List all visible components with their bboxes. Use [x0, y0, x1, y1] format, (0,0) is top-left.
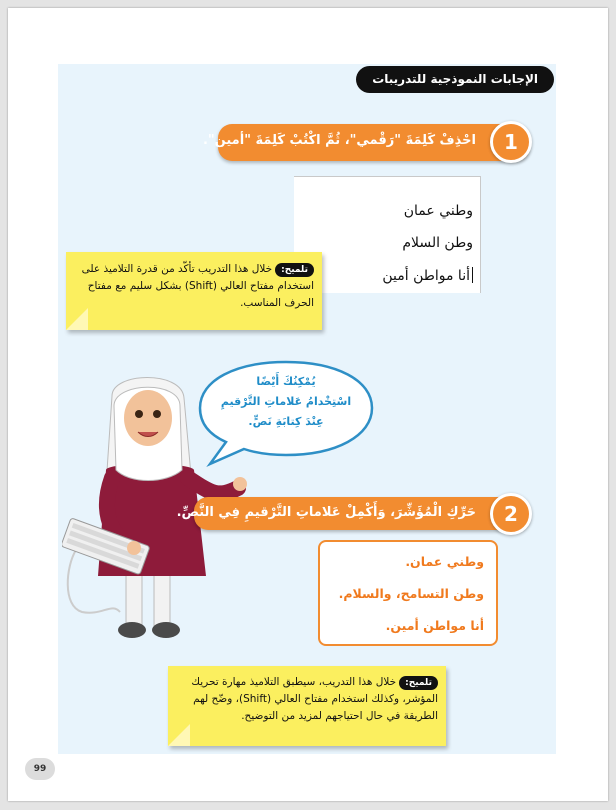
tip-note-2 [168, 666, 446, 746]
tip-1-tag: تلميح: [275, 263, 314, 277]
editor-line-3-text: أنا مواطن أمين [382, 268, 470, 284]
answer-line-1: وطني عمان. [405, 554, 484, 569]
speech-line-3: عِنْدَ كِتابَةِ نَصٍّ. [248, 415, 324, 428]
tip-1-fold [66, 308, 88, 330]
exercise-2-number: 2 [490, 493, 532, 535]
answer-line-3: أنا مواطن أمين. [385, 618, 484, 633]
answer-box [318, 540, 498, 646]
speech-line-2: اسْتِخْدامُ عَلاماتِ التَّرْقيمِ [220, 395, 352, 408]
tip-2-fold [168, 724, 190, 746]
page-number: 99 [25, 758, 55, 780]
tip-2-tag: تلميح: [399, 676, 438, 690]
tip-2-body [168, 666, 446, 725]
exercise-1-number: 1 [490, 121, 532, 163]
editor-line-1: وطني عمان [403, 203, 473, 219]
page-title: الإجابات النموذجية للتدريبات [356, 66, 554, 93]
tip-2-text: خلال هذا التدريب، سيطبق التلاميذ مهارة تحريك المؤشر، وكذلك استخدام مفتاح العالي (Shift)، وضّح لهم الطريقة في حال احتياجهم لمزيد من التوضيح. [191, 676, 438, 722]
exercise-2-bar [176, 497, 530, 530]
editor-line-3 [382, 267, 473, 284]
tip-1-body [66, 252, 322, 312]
answer-line-2: وطن التسامح، والسلام. [338, 586, 484, 601]
exercise-2-instruction: حَرِّكِ الْمُؤَشِّرَ، وَأَكْمِلْ عَلاماتِ التَّرْقيمِ فِي النَّصِّ. [176, 505, 476, 520]
speech-line-1: يُمْكِنُكَ أَيْضًا [256, 375, 316, 388]
exercise-1-instruction: احْذِفْ كَلِمَةَ "رَقْمي"، ثُمَّ اكْتُبْ كَلِمَةَ "أمين". [202, 133, 476, 148]
tip-note-1 [66, 252, 322, 330]
text-editor[interactable] [294, 176, 481, 293]
tip-1-text: خلال هذا التدريب تأكّد من قدرة التلاميذ على استخدام مفتاح العالي (Shift) بشكل سليم مع مفتاح الحرف المناسب. [81, 263, 314, 309]
exercise-1-bar [202, 124, 530, 161]
text-caret [472, 267, 473, 283]
editor-line-2: وطن السلام [402, 235, 473, 251]
